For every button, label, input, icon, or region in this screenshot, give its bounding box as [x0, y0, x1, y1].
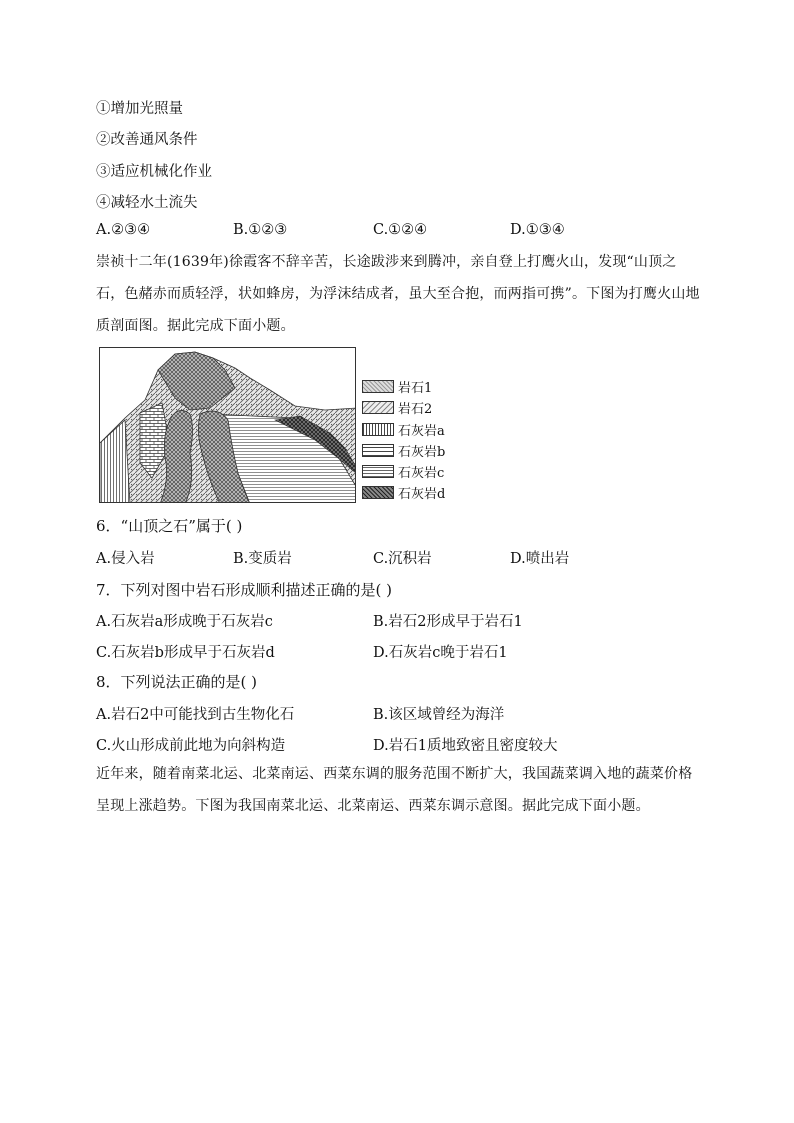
q6-option-c: C.沉积岩 [373, 551, 432, 567]
q6-option-b: B.变质岩 [233, 551, 292, 567]
legend-swatch-limestone-a [362, 423, 394, 436]
passage-vegetables: 近年来，随着南菜北运、北菜南运、西菜东调的服务范围不断扩大，我国蔬菜调入地的蔬菜价格呈现上涨趋势。下图为我国南菜北运、北菜南运、西菜东调示意图。据此完成下面小题。 [96, 766, 693, 814]
legend-swatch-rock1 [362, 380, 394, 393]
legend-swatch-limestone-c [362, 465, 394, 478]
legend-label-limestone-c: 石灰岩c [398, 466, 445, 482]
q8-option-c: C.火山形成前此地为向斜构造 [96, 738, 286, 754]
q8-option-d: D.岩石1质地致密且密度较大 [373, 738, 558, 754]
q6-stem: 6．“山顶之石”属于( ) [96, 517, 243, 535]
option-line-4: ④减轻水土流失 [96, 195, 198, 211]
legend-swatch-rock2 [362, 401, 394, 414]
q6-option-a: A.侵入岩 [96, 551, 155, 567]
legend-swatch-limestone-b [362, 444, 394, 457]
q7-option-d: D.石灰岩c晚于岩石1 [373, 645, 508, 661]
q7-stem: 7．下列对图中岩石形成顺利描述正确的是( ) [96, 581, 393, 599]
q8-option-a: A.岩石2中可能找到古生物化石 [96, 707, 295, 723]
legend-label-rock1: 岩石1 [398, 381, 433, 396]
q6-option-d: D.喷出岩 [510, 551, 570, 567]
legend-label-limestone-a: 石灰岩a [398, 423, 445, 439]
volcano-geologic-section [99, 347, 356, 503]
q7-option-b: B.岩石2形成早于岩石1 [373, 614, 523, 630]
q8-option-b: B.该区域曾经为海洋 [373, 707, 505, 723]
legend-label-limestone-b: 石灰岩b [398, 444, 446, 460]
q5-option-c: C.①②④ [373, 222, 428, 238]
passage-volcano: 崇祯十二年(1639年)徐霞客不辞辛苦，长途跋涉来到腾冲，亲自登上打鹰火山，发现“山顶之石，色赭赤而质轻浮，状如蜂房，为浮沫结成者，虽大至合抱，而两指可携”。下图为打鹰火山地质剖面图。据此完成下面小题。 [96, 254, 700, 334]
q7-option-a: A.石灰岩a形成晚于石灰岩c [96, 614, 273, 630]
q5-option-b: B.①②③ [233, 222, 288, 238]
q7-option-c: C.石灰岩b形成早于石灰岩d [96, 645, 275, 661]
legend-label-rock2: 岩石2 [398, 402, 433, 418]
legend-label-limestone-d: 石灰岩d [398, 487, 446, 503]
legend-swatch-limestone-d [362, 486, 394, 499]
option-line-2: ②改善通风条件 [96, 132, 198, 148]
q5-option-a: A.②③④ [96, 222, 151, 238]
q5-option-d: D.①③④ [510, 222, 565, 238]
q8-stem: 8．下列说法正确的是( ) [96, 673, 258, 691]
option-line-3: ③适应机械化作业 [96, 164, 212, 180]
option-line-1: ①增加光照量 [96, 101, 183, 117]
